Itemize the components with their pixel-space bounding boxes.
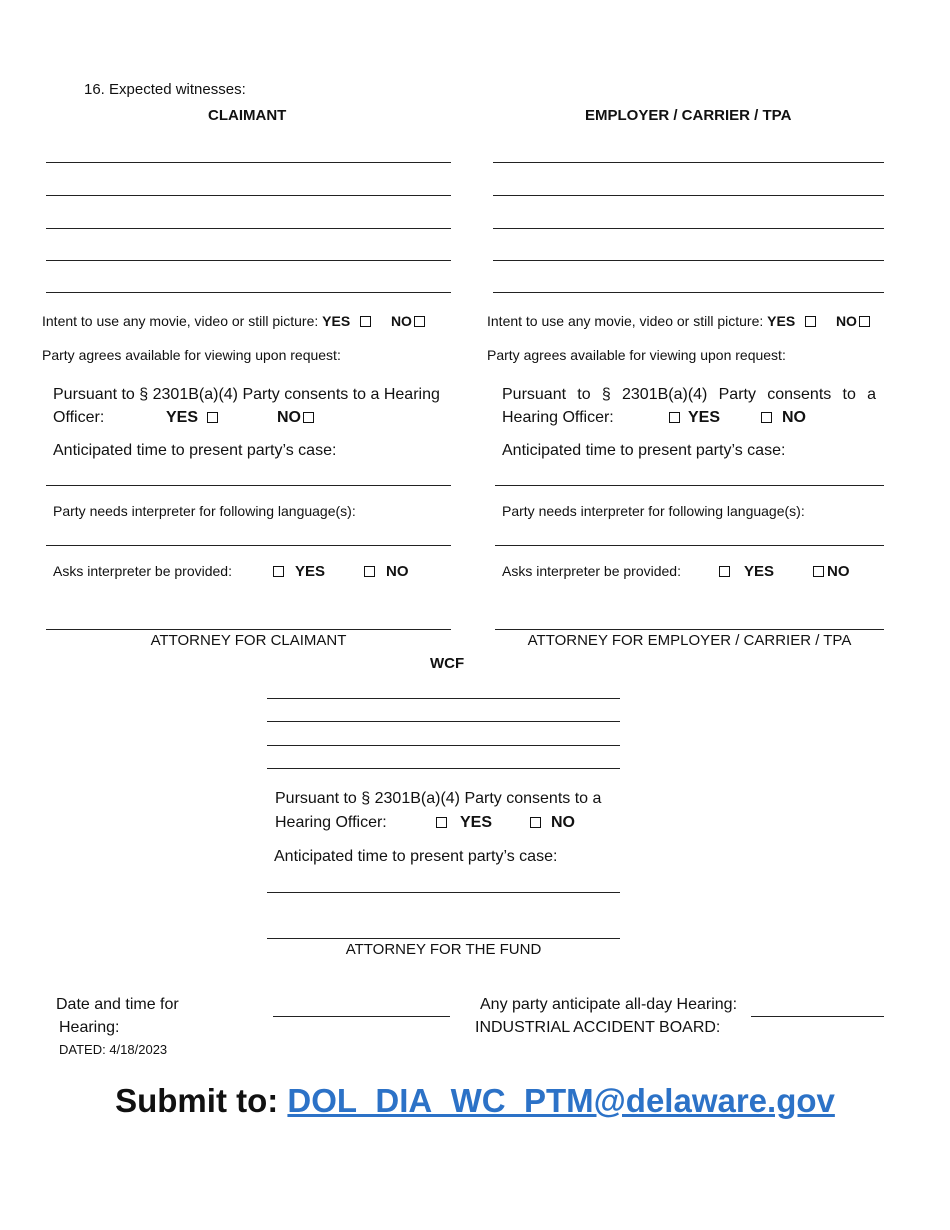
employer-witness-line-5[interactable] (493, 292, 884, 293)
employer-consent-no-label: NO (782, 409, 806, 426)
all-day-label: Any party anticipate all-day Hearing: (480, 996, 738, 1013)
employer-interpreter-line[interactable] (495, 545, 884, 546)
claimant-witness-line-1[interactable] (46, 162, 451, 163)
employer-attorney-line[interactable] (495, 629, 884, 630)
employer-intent-no-label: NO (835, 313, 857, 329)
wcf-consent-line1: Pursuant to § 2301B(a)(4) Party consents to a (275, 790, 602, 807)
employer-intent-yes-checkbox[interactable] (805, 316, 816, 327)
employer-witness-line-2[interactable] (493, 195, 884, 196)
employer-consent-yes-checkbox[interactable] (669, 412, 680, 423)
claimant-asks-no-label: NO (386, 563, 409, 580)
claimant-asks-no-checkbox[interactable] (364, 566, 375, 577)
employer-intent-row (487, 313, 870, 329)
wcf-consent-line2: Hearing Officer: (275, 814, 387, 831)
date-time-line[interactable] (273, 1016, 450, 1017)
employer-asks-yes (719, 563, 774, 580)
employer-consent-line1: Pursuant to § 2301B(a)(4) Party consents to a (502, 386, 876, 403)
claimant-time-line[interactable] (46, 485, 451, 486)
claimant-consent-no-label: NO (277, 409, 301, 426)
claimant-consent-no-checkbox[interactable] (303, 412, 314, 423)
employer-time-line[interactable] (495, 485, 884, 486)
claimant-intent-no-checkbox[interactable] (414, 316, 425, 327)
wcf-consent-yes (436, 814, 492, 832)
employer-intent-no-checkbox[interactable] (859, 316, 870, 327)
claimant-attorney-line[interactable] (46, 629, 451, 630)
employer-witness-line-3[interactable] (493, 228, 884, 229)
submit-prefix: Submit to: (115, 1082, 288, 1119)
wcf-time-line[interactable] (267, 892, 620, 893)
claimant-witness-line-3[interactable] (46, 228, 451, 229)
employer-consent-no (761, 409, 806, 427)
claimant-witness-line-5[interactable] (46, 292, 451, 293)
employer-time-label: Anticipated time to present party’s case: (502, 442, 786, 459)
date-time-label-line1: Date and time for (56, 996, 179, 1013)
wcf-witness-line-4[interactable] (267, 768, 620, 769)
employer-heading: EMPLOYER / CARRIER / TPA (585, 107, 792, 124)
section-label: 16. Expected witnesses: (84, 81, 246, 98)
employer-witness-line-1[interactable] (493, 162, 884, 163)
claimant-consent-no (277, 409, 314, 427)
employer-asks-label: Asks interpreter be provided: (502, 563, 681, 579)
claimant-viewing-label: Party agrees available for viewing upon request: (42, 347, 341, 363)
employer-intent-label: Intent to use any movie, video or still picture: (487, 313, 764, 329)
claimant-asks-label: Asks interpreter be provided: (53, 563, 232, 579)
claimant-intent-label: Intent to use any movie, video or still picture: (42, 313, 319, 329)
claimant-intent-yes-checkbox[interactable] (360, 316, 371, 327)
claimant-intent-no-label: NO (390, 313, 412, 329)
claimant-asks-yes (273, 563, 325, 580)
wcf-attorney-label: ATTORNEY FOR THE FUND (345, 941, 542, 958)
claimant-intent-yes-label: YES (322, 313, 351, 329)
claimant-consent-yes-label: YES (166, 409, 199, 426)
employer-witness-line-4[interactable] (493, 260, 884, 261)
wcf-time-label: Anticipated time to present party’s case: (274, 848, 558, 865)
claimant-intent-row (42, 313, 425, 329)
claimant-attorney-label: ATTORNEY FOR CLAIMANT (150, 632, 347, 649)
claimant-witness-line-4[interactable] (46, 260, 451, 261)
wcf-attorney-line[interactable] (267, 938, 620, 939)
wcf-consent-yes-checkbox[interactable] (436, 817, 447, 828)
wcf-heading: WCF (430, 655, 465, 672)
wcf-consent-no-checkbox[interactable] (530, 817, 541, 828)
wcf-consent-no (530, 814, 575, 832)
claimant-witness-line-2[interactable] (46, 195, 451, 196)
dated-label: DATED: 4/18/2023 (59, 1042, 168, 1057)
date-time-label-line2: Hearing: (59, 1019, 120, 1036)
claimant-consent-line2: Officer: (53, 409, 105, 426)
employer-asks-no (813, 563, 850, 580)
employer-intent-yes-label: YES (767, 313, 796, 329)
employer-attorney-label: ATTORNEY FOR EMPLOYER / CARRIER / TPA (527, 632, 852, 649)
claimant-consent-line1: Pursuant to § 2301B(a)(4) Party consents to a Hearing (53, 386, 440, 403)
wcf-witness-line-3[interactable] (267, 745, 620, 746)
claimant-time-label: Anticipated time to present party’s case: (53, 442, 337, 459)
all-day-line[interactable] (751, 1016, 884, 1017)
employer-interpreter-label: Party needs interpreter for following language(s): (502, 503, 805, 519)
employer-consent-yes (669, 409, 720, 427)
claimant-asks-yes-label: YES (295, 563, 326, 580)
employer-asks-no-label: NO (827, 563, 850, 580)
employer-asks-yes-label: YES (744, 563, 775, 580)
wcf-witness-line-2[interactable] (267, 721, 620, 722)
wcf-consent-no-label: NO (551, 814, 575, 831)
claimant-asks-no (364, 563, 409, 580)
employer-consent-line2: Hearing Officer: (502, 409, 614, 426)
employer-viewing-label: Party agrees available for viewing upon request: (487, 347, 786, 363)
employer-consent-yes-label: YES (688, 409, 721, 426)
claimant-consent-yes-checkbox[interactable] (207, 412, 218, 423)
employer-asks-yes-checkbox[interactable] (719, 566, 730, 577)
submit-line (0, 1082, 950, 1120)
board-label: INDUSTRIAL ACCIDENT BOARD: (475, 1019, 721, 1036)
claimant-interpreter-line[interactable] (46, 545, 451, 546)
employer-consent-no-checkbox[interactable] (761, 412, 772, 423)
employer-asks-no-checkbox[interactable] (813, 566, 824, 577)
claimant-asks-yes-checkbox[interactable] (273, 566, 284, 577)
submit-email-link[interactable]: DOL_DIA_WC_PTM@delaware.gov (287, 1082, 835, 1119)
claimant-consent-yes (166, 409, 218, 427)
claimant-interpreter-label: Party needs interpreter for following language(s): (53, 503, 356, 519)
wcf-witness-line-1[interactable] (267, 698, 620, 699)
claimant-heading: CLAIMANT (208, 107, 287, 124)
wcf-consent-yes-label: YES (460, 814, 493, 831)
